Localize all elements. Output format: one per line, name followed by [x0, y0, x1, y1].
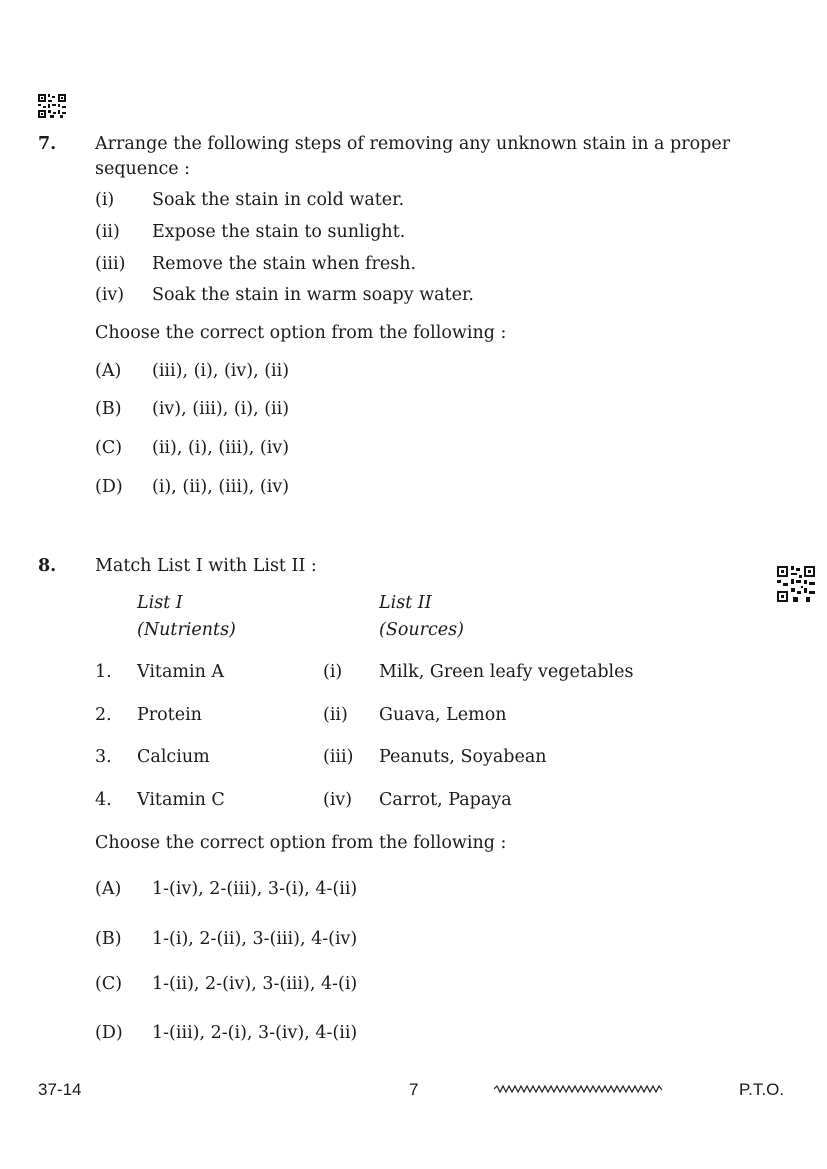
option-text: 1-(i), 2-(ii), 3-(iii), 4-(iv) — [152, 929, 358, 949]
option-text: (ii), (i), (iii), (iv) — [152, 438, 290, 458]
option-text: (i), (ii), (iii), (iv) — [152, 477, 290, 497]
list2-subheading: (Sources) — [379, 620, 464, 640]
option-text: 1-(ii), 2-(iv), 3-(iii), 4-(i) — [152, 974, 358, 994]
option-text: (iv), (iii), (i), (ii) — [152, 399, 290, 419]
nutrient: Protein — [137, 705, 202, 725]
pto-text: P.T.O. — [739, 1080, 785, 1099]
question-number: 7. — [38, 134, 57, 154]
row-number: 1. — [95, 662, 112, 682]
question-stem: sequence : — [95, 159, 191, 179]
question-stem: Arrange the following steps of removing any unknown stain in a proper — [95, 134, 731, 154]
qr-code-icon — [38, 94, 66, 118]
option-label: (B) — [95, 399, 122, 419]
step-text: Remove the stain when fresh. — [152, 254, 417, 274]
step-label: (iii) — [95, 254, 126, 274]
list2-heading: List II — [379, 593, 432, 613]
source: Peanuts, Soyabean — [379, 747, 547, 767]
roman-label: (i) — [323, 662, 343, 682]
nutrient: Vitamin C — [137, 790, 225, 810]
instruction-text: Choose the correct option from the following : — [95, 323, 507, 343]
option-label: (C) — [95, 974, 123, 994]
option-label: (A) — [95, 879, 122, 899]
instruction-text: Choose the correct option from the following : — [95, 833, 507, 853]
option-label: (D) — [95, 477, 123, 497]
option-text: 1-(iv), 2-(iii), 3-(i), 4-(ii) — [152, 879, 358, 899]
step-text: Soak the stain in warm soapy water. — [152, 285, 474, 305]
option-text: 1-(iii), 2-(i), 3-(iv), 4-(ii) — [152, 1023, 358, 1043]
option-text: (iii), (i), (iv), (ii) — [152, 361, 290, 381]
option-label: (A) — [95, 361, 122, 381]
page-number: 7 — [409, 1080, 419, 1099]
wavy-line-icon — [494, 1084, 664, 1094]
source: Guava, Lemon — [379, 705, 507, 725]
question-number: 8. — [38, 556, 57, 576]
option-label: (D) — [95, 1023, 123, 1043]
step-text: Soak the stain in cold water. — [152, 190, 405, 210]
list1-subheading: (Nutrients) — [137, 620, 236, 640]
row-number: 4. — [95, 790, 112, 810]
roman-label: (iii) — [323, 747, 354, 767]
row-number: 3. — [95, 747, 112, 767]
option-label: (B) — [95, 929, 122, 949]
question-stem: Match List I with List II : — [95, 556, 317, 576]
nutrient: Calcium — [137, 747, 210, 767]
row-number: 2. — [95, 705, 112, 725]
qr-code-icon — [777, 566, 815, 602]
roman-label: (iv) — [323, 790, 353, 810]
step-text: Expose the stain to sunlight. — [152, 222, 406, 242]
step-label: (i) — [95, 190, 115, 210]
option-label: (C) — [95, 438, 123, 458]
step-label: (ii) — [95, 222, 120, 242]
step-label: (iv) — [95, 285, 125, 305]
nutrient: Vitamin A — [137, 662, 225, 682]
list1-heading: List I — [137, 593, 183, 613]
paper-code: 37-14 — [38, 1080, 82, 1099]
source: Carrot, Papaya — [379, 790, 512, 810]
roman-label: (ii) — [323, 705, 348, 725]
source: Milk, Green leafy vegetables — [379, 662, 634, 682]
